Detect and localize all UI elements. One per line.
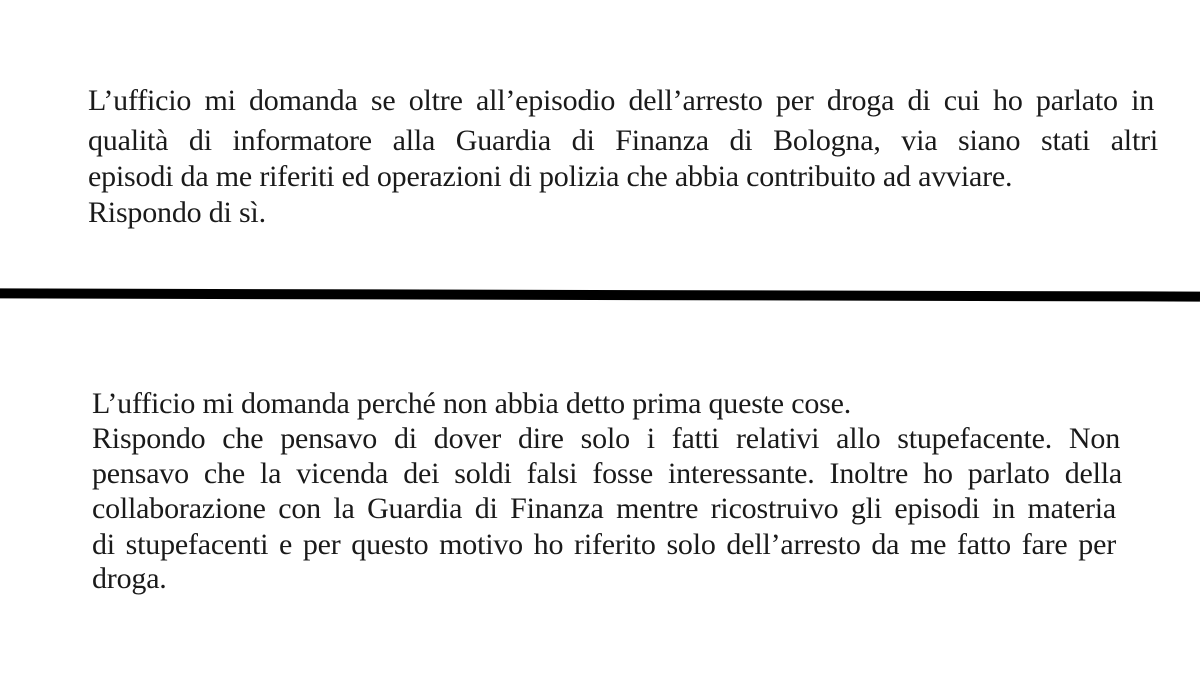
cropped-text-fragment <box>86 228 126 234</box>
text-line: pensavo che la vicenda dei soldi falsi fosse interessante. Inoltre ho parlato della <box>92 457 1122 490</box>
text-line: Rispondo che pensavo di dover dire solo i fatti relativi allo stupefacente. Non <box>92 422 1120 455</box>
text-line: episodi da me riferiti ed operazioni di polizia che abbia contribuito ad avviare. <box>88 160 1013 193</box>
section-divider <box>0 288 1200 301</box>
text-line: L’ufficio mi domanda perché non abbia detto prima queste cose. <box>92 387 852 420</box>
text-line: L’ufficio mi domanda se oltre all’episodio dell’arresto per droga di cui ho parlato in <box>88 84 1154 117</box>
text-line: di stupefacenti e per questo motivo ho riferito solo dell’arresto da me fatto fare per <box>92 528 1116 561</box>
text-line: droga. <box>92 562 167 595</box>
text-line: Rispondo di sì. <box>88 196 266 229</box>
text-line: collaborazione con la Guardia di Finanza mentre ricostruivo gli episodi in materia <box>92 492 1116 525</box>
document-excerpt-top <box>0 0 1200 290</box>
text-line: qualità di informatore alla Guardia di Finanza di Bologna, via siano stati altri <box>88 124 1158 157</box>
